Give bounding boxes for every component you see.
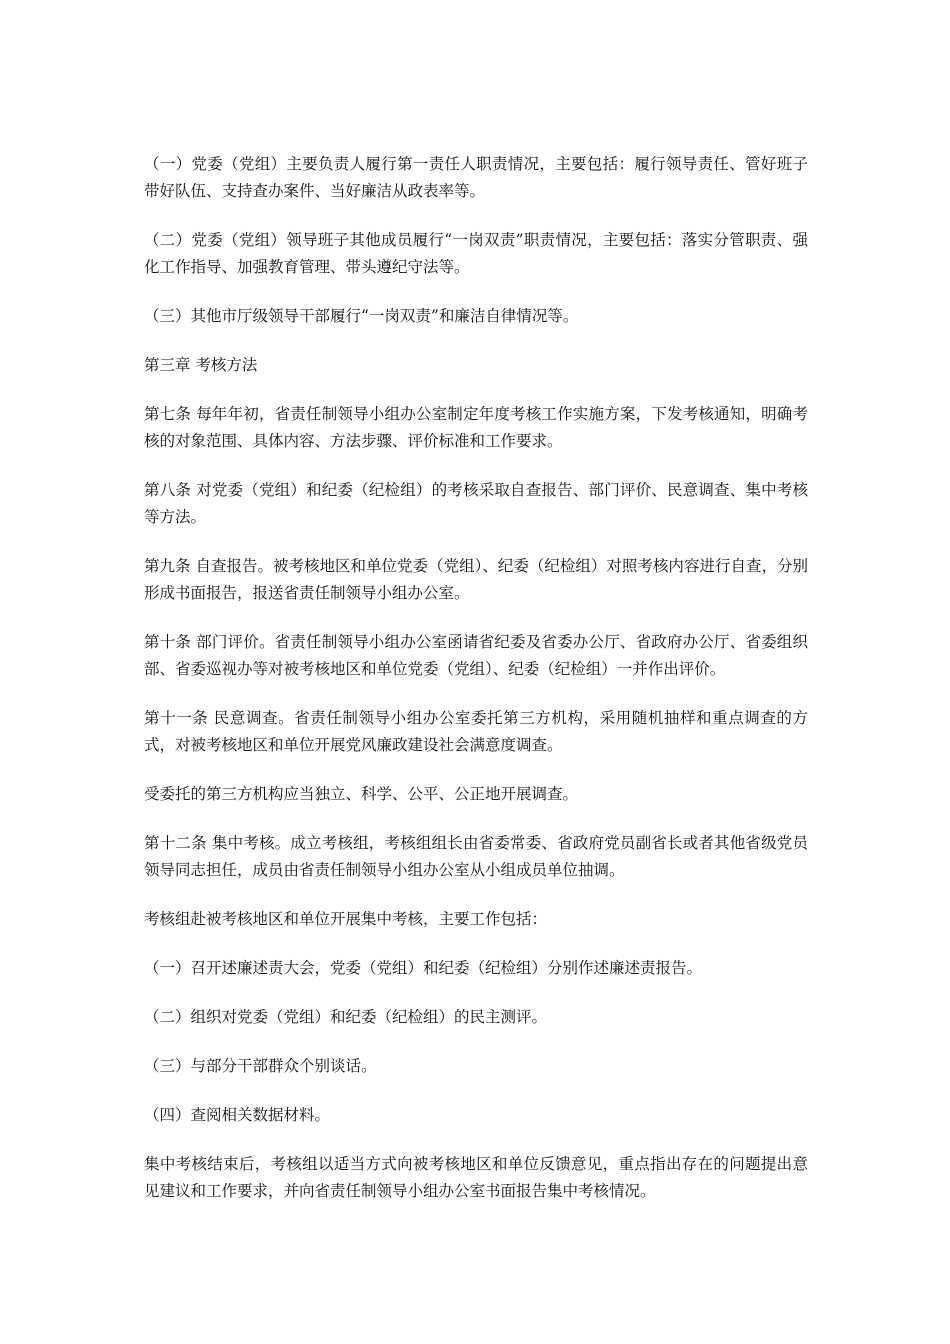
- document-body: [144, 151, 808, 1227]
- article-9: 第九条 自查报告。被考核地区和单位党委（党组）、纪委（纪检组）对照考核内容进行自查，分别形成书面报告，报送省责任制领导小组办公室。: [144, 557, 808, 602]
- article-12: 第十二条 集中考核。成立考核组，考核组组长由省委常委、省政府党员副省长或者其他省级党员领导同志担任，成员由省责任制领导小组办公室从小组成员单位抽调。: [144, 834, 808, 879]
- article-8: 第八条 对党委（党组）和纪委（纪检组）的考核采取自查报告、部门评价、民意调查、集中考核等方法。: [144, 481, 808, 526]
- article-11: 第十一条 民意调查。省责任制领导小组办公室委托第三方机构，采用随机抽样和重点调查的方式，对被考核地区和单位开展党风廉政建设社会满意度调查。: [144, 709, 808, 754]
- inspection-intro: 考核组赴被考核地区和单位开展集中考核，主要工作包括：: [144, 910, 548, 928]
- article-10: 第十条 部门评价。省责任制领导小组办公室函请省纪委及省委办公厅、省政府办公厅、省委组织部、省委巡视办等对被考核地区和单位党委（党组）、纪委（纪检组）一并作出评价。: [144, 633, 808, 678]
- paragraph-item-3: （三）其他市厅级领导干部履行“一岗双责”和廉洁自律情况等。: [144, 307, 579, 325]
- inspection-item-1: （一）召开述廉述责大会，党委（党组）和纪委（纪检组）分别作述廉述责报告。: [144, 959, 703, 977]
- inspection-item-4: （四）查阅相关数据材料。: [144, 1106, 331, 1124]
- paragraph-item-1: （一）党委（党组）主要负责人履行第一责任人职责情况，主要包括：履行领导责任、管好班子带好队伍、支持查办案件、当好廉洁从政表率等。: [144, 155, 808, 200]
- chapter-heading: 第三章 考核方法: [144, 356, 258, 374]
- inspection-item-2: （二）组织对党委（党组）和纪委（纪检组）的民主测评。: [144, 1008, 548, 1026]
- inspection-item-3: （三）与部分干部群众个别谈话。: [144, 1057, 377, 1075]
- paragraph-item-2: （二）党委（党组）领导班子其他成员履行“一岗双责”职责情况，主要包括：落实分管职责、强化工作指导、加强教育管理、带头遵纪守法等。: [144, 231, 808, 276]
- article-7: 第七条 每年年初，省责任制领导小组办公室制定年度考核工作实施方案，下发考核通知，明确考核的对象范围、具体内容、方法步骤、评价标准和工作要求。: [144, 405, 808, 450]
- article-11-note: 受委托的第三方机构应当独立、科学、公平、公正地开展调查。: [144, 785, 579, 803]
- inspection-conclusion: 集中考核结束后，考核组以适当方式向被考核地区和单位反馈意见，重点指出存在的问题提出意见建议和工作要求，并向省责任制领导小组办公室书面报告集中考核情况。: [144, 1155, 808, 1200]
